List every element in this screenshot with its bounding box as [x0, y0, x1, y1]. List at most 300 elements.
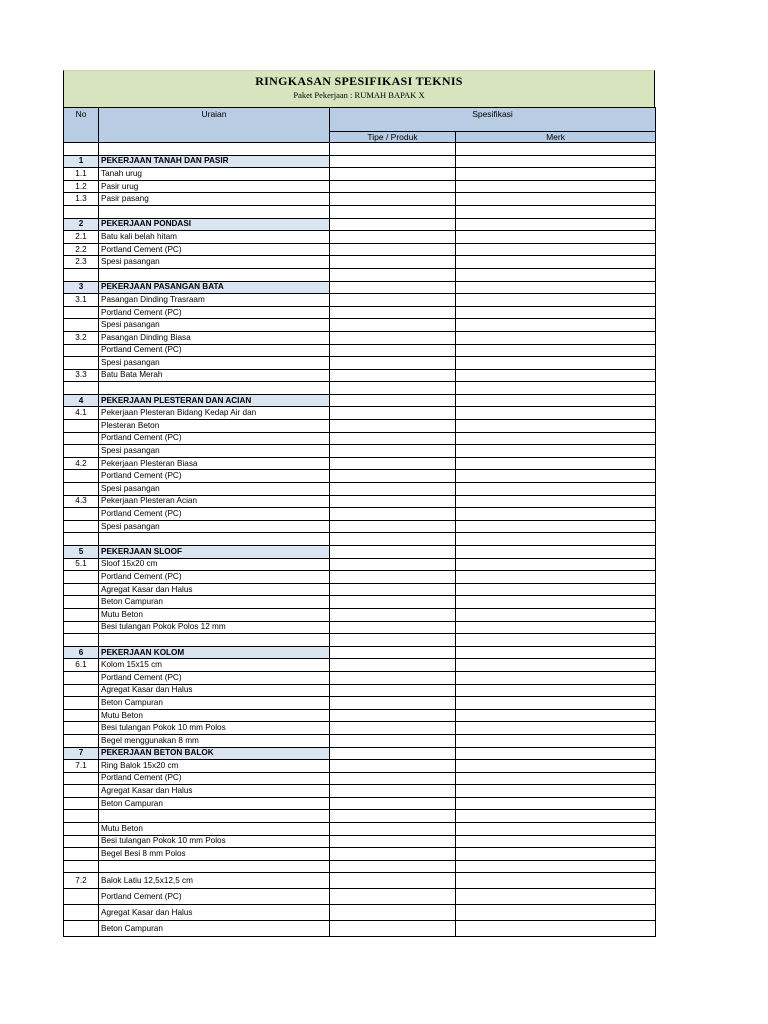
row-description: Tanah urug	[99, 168, 330, 181]
row-tipe-produk	[330, 634, 456, 647]
row-number: 4.1	[64, 407, 99, 420]
row-merk	[456, 155, 656, 168]
row-description: Batu kali belah hitam	[99, 231, 330, 244]
row-merk	[456, 432, 656, 445]
row-tipe-produk	[330, 608, 456, 621]
table-row	[64, 306, 656, 319]
section-row	[64, 218, 656, 231]
header-merk: Merk	[456, 132, 656, 143]
row-number: 1.2	[64, 180, 99, 193]
row-tipe-produk	[330, 772, 456, 785]
section-row	[64, 646, 656, 659]
row-merk	[456, 873, 656, 889]
row-merk	[456, 785, 656, 798]
row-tipe-produk	[330, 205, 456, 218]
row-number: 3.2	[64, 331, 99, 344]
row-description: Portland Cement (PC)	[99, 243, 330, 256]
row-description: PEKERJAAN PONDASI	[99, 218, 330, 231]
row-merk	[456, 457, 656, 470]
row-description	[99, 205, 330, 218]
header-spesifikasi: Spesifikasi	[330, 108, 656, 132]
row-description: Spesi pasangan	[99, 520, 330, 533]
table-row	[64, 357, 656, 370]
row-description: Kolom 15x15 cm	[99, 659, 330, 672]
row-tipe-produk	[330, 646, 456, 659]
row-tipe-produk	[330, 921, 456, 937]
row-merk	[456, 659, 656, 672]
row-description: Portland Cement (PC)	[99, 344, 330, 357]
row-description: Portland Cement (PC)	[99, 470, 330, 483]
row-merk	[456, 268, 656, 281]
row-tipe-produk	[330, 432, 456, 445]
row-number	[64, 889, 99, 905]
row-tipe-produk	[330, 319, 456, 332]
row-tipe-produk	[330, 520, 456, 533]
row-merk	[456, 193, 656, 206]
row-number	[64, 571, 99, 584]
row-number: 6.1	[64, 659, 99, 672]
row-number: 3.3	[64, 369, 99, 382]
row-tipe-produk	[330, 344, 456, 357]
row-number	[64, 621, 99, 634]
table-row	[64, 231, 656, 244]
row-description: Spesi pasangan	[99, 357, 330, 370]
table-row	[64, 558, 656, 571]
table-row	[64, 634, 656, 647]
table-row	[64, 319, 656, 332]
row-description: Begel Besi 8 mm Polos	[99, 848, 330, 861]
row-merk	[456, 319, 656, 332]
row-merk	[456, 520, 656, 533]
row-merk	[456, 747, 656, 760]
row-merk	[456, 571, 656, 584]
row-merk	[456, 797, 656, 810]
table-row	[64, 596, 656, 609]
table-row	[64, 709, 656, 722]
row-number	[64, 797, 99, 810]
row-number	[64, 709, 99, 722]
row-merk	[456, 231, 656, 244]
row-tipe-produk	[330, 684, 456, 697]
row-tipe-produk	[330, 558, 456, 571]
row-description: Pasangan Dinding Biasa	[99, 331, 330, 344]
row-merk	[456, 621, 656, 634]
row-merk	[456, 684, 656, 697]
row-merk	[456, 218, 656, 231]
row-merk	[456, 407, 656, 420]
row-tipe-produk	[330, 889, 456, 905]
row-number	[64, 608, 99, 621]
row-merk	[456, 722, 656, 735]
row-number: 2.1	[64, 231, 99, 244]
row-number	[64, 671, 99, 684]
row-tipe-produk	[330, 407, 456, 420]
table-row	[64, 921, 656, 937]
row-merk	[456, 508, 656, 521]
row-number: 1.1	[64, 168, 99, 181]
row-number	[64, 634, 99, 647]
row-tipe-produk	[330, 331, 456, 344]
row-merk	[456, 546, 656, 559]
row-description	[99, 143, 330, 156]
row-tipe-produk	[330, 231, 456, 244]
row-tipe-produk	[330, 357, 456, 370]
row-tipe-produk	[330, 143, 456, 156]
row-tipe-produk	[330, 268, 456, 281]
row-description: Begel menggunakan 8 mm	[99, 734, 330, 747]
table-row	[64, 520, 656, 533]
row-number	[64, 420, 99, 433]
row-tipe-produk	[330, 659, 456, 672]
row-description: Pekerjaan Plesteran Acian	[99, 495, 330, 508]
row-number	[64, 357, 99, 370]
row-number: 4	[64, 394, 99, 407]
table-row	[64, 268, 656, 281]
row-tipe-produk	[330, 697, 456, 710]
row-tipe-produk	[330, 823, 456, 836]
table-row	[64, 243, 656, 256]
row-tipe-produk	[330, 457, 456, 470]
row-number	[64, 583, 99, 596]
table-row	[64, 294, 656, 307]
row-merk	[456, 860, 656, 873]
row-number	[64, 860, 99, 873]
row-merk	[456, 596, 656, 609]
row-merk	[456, 205, 656, 218]
row-description	[99, 268, 330, 281]
row-merk	[456, 168, 656, 181]
row-number: 2.2	[64, 243, 99, 256]
row-merk	[456, 921, 656, 937]
row-number: 7.2	[64, 873, 99, 889]
row-tipe-produk	[330, 571, 456, 584]
row-merk	[456, 382, 656, 395]
row-merk	[456, 256, 656, 269]
row-merk	[456, 583, 656, 596]
row-number	[64, 835, 99, 848]
table-row	[64, 905, 656, 921]
row-merk	[456, 533, 656, 546]
table-row	[64, 533, 656, 546]
row-number	[64, 596, 99, 609]
row-merk	[456, 470, 656, 483]
row-tipe-produk	[330, 905, 456, 921]
row-number	[64, 533, 99, 546]
row-tipe-produk	[330, 709, 456, 722]
row-description: Agregat Kasar dan Halus	[99, 684, 330, 697]
row-number	[64, 810, 99, 823]
table-row	[64, 659, 656, 672]
section-row	[64, 546, 656, 559]
row-description: Besi tulangan Pokok Polos 12 mm	[99, 621, 330, 634]
row-tipe-produk	[330, 394, 456, 407]
row-number: 2	[64, 218, 99, 231]
row-number	[64, 483, 99, 496]
row-merk	[456, 905, 656, 921]
spec-sheet	[63, 70, 655, 937]
table-row	[64, 483, 656, 496]
row-description: PEKERJAAN KOLOM	[99, 646, 330, 659]
row-number: 6	[64, 646, 99, 659]
row-merk	[456, 420, 656, 433]
row-number	[64, 432, 99, 445]
row-merk	[456, 558, 656, 571]
table-row	[64, 734, 656, 747]
table-row	[64, 860, 656, 873]
section-row	[64, 747, 656, 760]
row-tipe-produk	[330, 848, 456, 861]
row-description: Beton Campuran	[99, 596, 330, 609]
row-tipe-produk	[330, 470, 456, 483]
table-row	[64, 772, 656, 785]
row-merk	[456, 848, 656, 861]
row-description: Pasangan Dinding Trasraam	[99, 294, 330, 307]
table-row	[64, 684, 656, 697]
row-tipe-produk	[330, 546, 456, 559]
row-tipe-produk	[330, 860, 456, 873]
row-merk	[456, 344, 656, 357]
row-description: Balok Latiu 12,5x12,5 cm	[99, 873, 330, 889]
row-number	[64, 143, 99, 156]
table-row	[64, 382, 656, 395]
row-number	[64, 344, 99, 357]
section-row	[64, 394, 656, 407]
row-description	[99, 634, 330, 647]
row-tipe-produk	[330, 621, 456, 634]
row-merk	[456, 331, 656, 344]
table-row	[64, 432, 656, 445]
row-number: 1	[64, 155, 99, 168]
row-number	[64, 470, 99, 483]
row-number	[64, 319, 99, 332]
row-number	[64, 722, 99, 735]
row-merk	[456, 294, 656, 307]
document-subtitle: Paket Pekerjaan : RUMAH BAPAK X	[293, 90, 425, 100]
row-number	[64, 445, 99, 458]
row-description: Agregat Kasar dan Halus	[99, 905, 330, 921]
row-number	[64, 684, 99, 697]
row-number	[64, 905, 99, 921]
table-row	[64, 407, 656, 420]
row-number	[64, 382, 99, 395]
row-description: Ring Balok 15x20 cm	[99, 760, 330, 773]
row-description: Portland Cement (PC)	[99, 508, 330, 521]
row-description: Beton Campuran	[99, 697, 330, 710]
row-merk	[456, 394, 656, 407]
row-tipe-produk	[330, 168, 456, 181]
row-tipe-produk	[330, 256, 456, 269]
table-row	[64, 810, 656, 823]
table-row	[64, 205, 656, 218]
row-tipe-produk	[330, 596, 456, 609]
row-number: 3	[64, 281, 99, 294]
row-number	[64, 205, 99, 218]
table-row	[64, 621, 656, 634]
row-number	[64, 772, 99, 785]
table-row	[64, 760, 656, 773]
row-number: 1.3	[64, 193, 99, 206]
table-row	[64, 571, 656, 584]
row-description: Spesi pasangan	[99, 319, 330, 332]
row-merk	[456, 243, 656, 256]
row-merk	[456, 180, 656, 193]
row-merk	[456, 281, 656, 294]
row-number: 4.3	[64, 495, 99, 508]
table-row	[64, 583, 656, 596]
table-row	[64, 193, 656, 206]
row-merk	[456, 357, 656, 370]
row-description: Portland Cement (PC)	[99, 432, 330, 445]
row-description: Portland Cement (PC)	[99, 772, 330, 785]
row-tipe-produk	[330, 785, 456, 798]
row-number: 3.1	[64, 294, 99, 307]
table-row	[64, 420, 656, 433]
row-tipe-produk	[330, 218, 456, 231]
row-number	[64, 268, 99, 281]
row-number	[64, 697, 99, 710]
header-uraian: Uraian	[99, 108, 330, 143]
row-tipe-produk	[330, 420, 456, 433]
row-tipe-produk	[330, 760, 456, 773]
table-row	[64, 697, 656, 710]
row-description: Pekerjaan Plesteran Biasa	[99, 457, 330, 470]
row-number: 7	[64, 747, 99, 760]
row-description: Pasir pasang	[99, 193, 330, 206]
table-row	[64, 608, 656, 621]
row-tipe-produk	[330, 243, 456, 256]
table-row	[64, 835, 656, 848]
row-description: PEKERJAAN PASANGAN BATA	[99, 281, 330, 294]
row-merk	[456, 810, 656, 823]
row-number	[64, 823, 99, 836]
row-description: Mutu Beton	[99, 709, 330, 722]
table-row	[64, 889, 656, 905]
table-row	[64, 457, 656, 470]
table-row	[64, 873, 656, 889]
row-tipe-produk	[330, 155, 456, 168]
row-description: PEKERJAAN TANAH DAN PASIR	[99, 155, 330, 168]
row-number: 4.2	[64, 457, 99, 470]
row-merk	[456, 760, 656, 773]
table-row	[64, 344, 656, 357]
row-merk	[456, 671, 656, 684]
row-tipe-produk	[330, 810, 456, 823]
row-merk	[456, 483, 656, 496]
row-tipe-produk	[330, 483, 456, 496]
row-number	[64, 848, 99, 861]
row-description: Mutu Beton	[99, 823, 330, 836]
row-tipe-produk	[330, 281, 456, 294]
row-description: Beton Campuran	[99, 921, 330, 937]
header-tipe-produk: Tipe / Produk	[330, 132, 456, 143]
row-description: Pasir urug	[99, 180, 330, 193]
row-tipe-produk	[330, 747, 456, 760]
row-merk	[456, 889, 656, 905]
table-row	[64, 785, 656, 798]
table-row	[64, 369, 656, 382]
row-tipe-produk	[330, 797, 456, 810]
row-number: 2.3	[64, 256, 99, 269]
row-merk	[456, 835, 656, 848]
table-row	[64, 331, 656, 344]
document-title: RINGKASAN SPESIFIKASI TEKNIS	[255, 74, 463, 88]
row-description: Beton Campuran	[99, 797, 330, 810]
table-row	[64, 168, 656, 181]
table-row	[64, 470, 656, 483]
row-number	[64, 921, 99, 937]
row-description	[99, 860, 330, 873]
row-tipe-produk	[330, 873, 456, 889]
table-row	[64, 495, 656, 508]
header-no: No	[64, 108, 99, 143]
table-row	[64, 508, 656, 521]
row-description: Besi tulangan Pokok 10 mm Polos	[99, 722, 330, 735]
row-tipe-produk	[330, 835, 456, 848]
row-tipe-produk	[330, 294, 456, 307]
row-number	[64, 520, 99, 533]
row-merk	[456, 823, 656, 836]
row-description: Batu Bata Merah	[99, 369, 330, 382]
table-row	[64, 671, 656, 684]
row-description: PEKERJAAN PLESTERAN DAN ACIAN	[99, 394, 330, 407]
row-description: Portland Cement (PC)	[99, 306, 330, 319]
spec-table	[63, 107, 656, 937]
row-merk	[456, 608, 656, 621]
row-description: Sloof 15x20 cm	[99, 558, 330, 571]
row-merk	[456, 772, 656, 785]
row-description	[99, 810, 330, 823]
row-description: Spesi pasangan	[99, 256, 330, 269]
table-row	[64, 143, 656, 156]
row-tipe-produk	[330, 306, 456, 319]
row-tipe-produk	[330, 382, 456, 395]
row-description: Spesi pasangan	[99, 483, 330, 496]
row-description	[99, 382, 330, 395]
row-number: 7.1	[64, 760, 99, 773]
row-merk	[456, 369, 656, 382]
row-tipe-produk	[330, 533, 456, 546]
row-description: Portland Cement (PC)	[99, 671, 330, 684]
row-description: Agregat Kasar dan Halus	[99, 785, 330, 798]
row-description: PEKERJAAN BETON BALOK	[99, 747, 330, 760]
row-number	[64, 785, 99, 798]
row-tipe-produk	[330, 369, 456, 382]
row-merk	[456, 634, 656, 647]
row-description: Plesteran Beton	[99, 420, 330, 433]
title-block	[63, 70, 655, 107]
row-tipe-produk	[330, 193, 456, 206]
section-row	[64, 281, 656, 294]
row-number: 5	[64, 546, 99, 559]
table-row	[64, 180, 656, 193]
section-row	[64, 155, 656, 168]
table-row	[64, 722, 656, 735]
row-description: PEKERJAAN SLOOF	[99, 546, 330, 559]
row-number	[64, 734, 99, 747]
row-tipe-produk	[330, 445, 456, 458]
table-row	[64, 256, 656, 269]
table-row	[64, 797, 656, 810]
row-description: Besi tulangan Pokok 10 mm Polos	[99, 835, 330, 848]
row-tipe-produk	[330, 508, 456, 521]
row-description	[99, 533, 330, 546]
row-description: Portland Cement (PC)	[99, 889, 330, 905]
row-number: 5.1	[64, 558, 99, 571]
row-description: Portland Cement (PC)	[99, 571, 330, 584]
row-merk	[456, 495, 656, 508]
row-merk	[456, 697, 656, 710]
row-merk	[456, 306, 656, 319]
